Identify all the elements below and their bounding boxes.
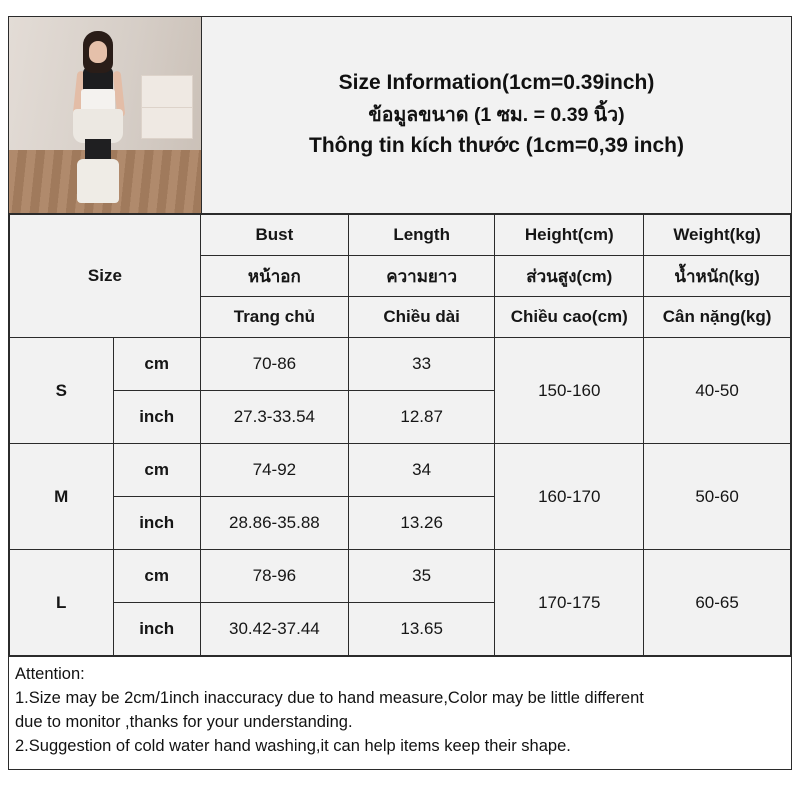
model-boots <box>77 159 119 203</box>
m-bust-inch: 28.86-35.88 <box>200 497 348 550</box>
table-header-row-en <box>10 215 791 256</box>
unit-cm: cm <box>113 550 200 603</box>
header-weight-th: น้ำหนัก(kg) <box>644 256 791 297</box>
m-length-inch: 13.26 <box>348 497 494 550</box>
m-height: 160-170 <box>495 444 644 550</box>
m-bust-cm: 74-92 <box>200 444 348 497</box>
unit-cm: cm <box>113 444 200 497</box>
s-bust-inch: 27.3-33.54 <box>200 391 348 444</box>
header-height-vi: Chiều cao(cm) <box>495 297 644 338</box>
header-size: Size <box>10 215 201 338</box>
table-row <box>10 444 791 497</box>
product-photo <box>9 17 202 213</box>
chart-header <box>9 17 791 214</box>
unit-inch: inch <box>113 603 200 656</box>
measurements-table <box>9 214 791 656</box>
table-row <box>10 338 791 391</box>
attention-line-3: 2.Suggestion of cold water hand washing,it can help items keep their shape. <box>15 736 571 755</box>
attention-heading: Attention: <box>15 665 85 683</box>
m-length-cm: 34 <box>348 444 494 497</box>
l-bust-cm: 78-96 <box>200 550 348 603</box>
s-length-cm: 33 <box>348 338 494 391</box>
unit-cm: cm <box>113 338 200 391</box>
header-weight-en: Weight(kg) <box>644 215 791 256</box>
size-chart <box>8 16 792 770</box>
unit-inch: inch <box>113 497 200 550</box>
unit-inch: inch <box>113 391 200 444</box>
table-row <box>10 550 791 603</box>
l-height: 170-175 <box>495 550 644 656</box>
m-weight: 50-60 <box>644 444 791 550</box>
header-length-vi: Chiều dài <box>348 297 494 338</box>
title-vi: Thông tin kích thước (1cm=0,39 inch) <box>309 134 684 158</box>
l-weight: 60-65 <box>644 550 791 656</box>
l-length-inch: 13.65 <box>348 603 494 656</box>
header-height-th: ส่วนสูง(cm) <box>495 256 644 297</box>
header-bust-vi: Trang chủ <box>200 297 348 338</box>
title-block <box>202 17 791 213</box>
row-size-l: L <box>10 550 114 656</box>
s-bust-cm: 70-86 <box>200 338 348 391</box>
photo-model <box>61 31 135 203</box>
s-weight: 40-50 <box>644 338 791 444</box>
model-skirt <box>73 109 123 143</box>
row-size-m: M <box>10 444 114 550</box>
s-height: 150-160 <box>495 338 644 444</box>
model-face <box>89 41 107 63</box>
header-length-th: ความยาว <box>348 256 494 297</box>
header-bust-th: หน้าอก <box>200 256 348 297</box>
attention-line-2: due to monitor ,thanks for your understanding. <box>15 712 353 731</box>
photo-shelf <box>141 75 193 139</box>
attention-block <box>9 656 791 769</box>
title-en: Size Information(1cm=0.39inch) <box>338 71 655 95</box>
photo-image <box>9 17 201 213</box>
title-th: ข้อมูลขนาด (1 ซม. = 0.39 นิ้ว) <box>368 103 625 126</box>
attention-line-1: 1.Size may be 2cm/1inch inaccuracy due to hand measure,Color may be little different <box>15 688 644 707</box>
row-size-s: S <box>10 338 114 444</box>
l-bust-inch: 30.42-37.44 <box>200 603 348 656</box>
l-length-cm: 35 <box>348 550 494 603</box>
header-length-en: Length <box>348 215 494 256</box>
s-length-inch: 12.87 <box>348 391 494 444</box>
header-weight-vi: Cân nặng(kg) <box>644 297 791 338</box>
header-bust-en: Bust <box>200 215 348 256</box>
header-height-en: Height(cm) <box>495 215 644 256</box>
